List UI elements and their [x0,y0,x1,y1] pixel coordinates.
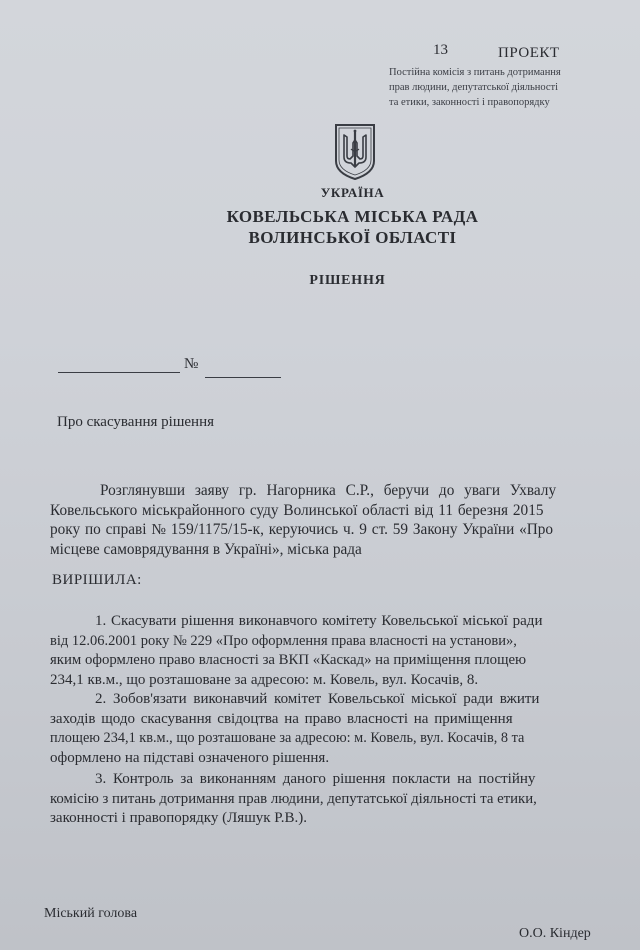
resolved-label: ВИРІШИЛА: [52,572,142,588]
council-line: КОВЕЛЬСЬКА МІСЬКА РАДА [226,207,479,226]
item-line: законності і правопорядку (Ляшук Р.В.). [50,810,308,826]
preamble-line: місцеве самоврядування в Україні», міська рада [50,540,362,558]
signatory-position: Міський голова [44,906,138,921]
project-label: ПРОЕКТ [498,45,560,61]
item-line: заходів щодо скасування свідоцтва на право власності на приміщення [50,710,513,727]
preamble-paragraph [50,481,634,559]
commission-line: та етики, законності і правопорядку [389,97,550,108]
decision-subject: Про скасування рішення [57,414,214,430]
council-name [0,206,640,248]
item-line: від 12.06.2001 року № 229 «Про оформлення права власності на установи», [50,632,517,649]
preamble-line: року по справі № 159/1175/15-к, керуючись ч. 9 ст. 59 Закону України «Про [50,521,554,538]
preamble-line: Розглянувши заяву гр. Нагорника С.Р., беручи до уваги Ухвалу [100,482,557,499]
item-line: 3. Контроль за виконанням даного рішення покласти на постійну [95,771,536,787]
page-number: 13 [433,42,448,58]
document-type: РІШЕННЯ [309,273,386,288]
coat-of-arms-icon [333,123,377,181]
number-symbol: № [184,356,199,372]
preamble-line: Ковельського міськрайонного суду Волинської області від 11 березня 2015 [50,501,544,519]
item-line: 2. Зобов'язати виконавчий комітет Ковельської міської ради вжити [95,691,540,707]
commission-stamp [389,65,629,110]
commission-line: Постійна комісія з питань дотримання [389,67,561,78]
number-blank-line [205,363,281,378]
item-2 [50,690,634,768]
item-3 [50,770,634,829]
council-line: ВОЛИНСЬКОЇ ОБЛАСТІ [248,228,457,247]
item-line: яким оформлено право власності за ВКП «Каскад» на приміщення площею [50,652,527,668]
item-line: площею 234,1 кв.м., що розташоване за адресою: м. Ковель, вул. Косачів, 8 та [50,730,525,746]
signatory-name: О.О. Кіндер [519,926,591,941]
commission-line: прав людини, депутатської діяльності [389,82,559,93]
item-line: 234,1 кв.м., що розташоване за адресою: м. Ковель, вул. Косачів, 8. [50,671,479,688]
item-1 [50,612,634,690]
country-name: УКРАЇНА [320,185,385,200]
date-blank-line [58,358,180,373]
item-line: оформлено на підставі означеного рішення. [50,749,330,766]
item-line: комісію з питань дотримання прав людини, депутатської діяльності та етики, [50,790,537,807]
item-line: 1. Скасувати рішення виконавчого комітету Ковельської міської ради [95,613,543,629]
